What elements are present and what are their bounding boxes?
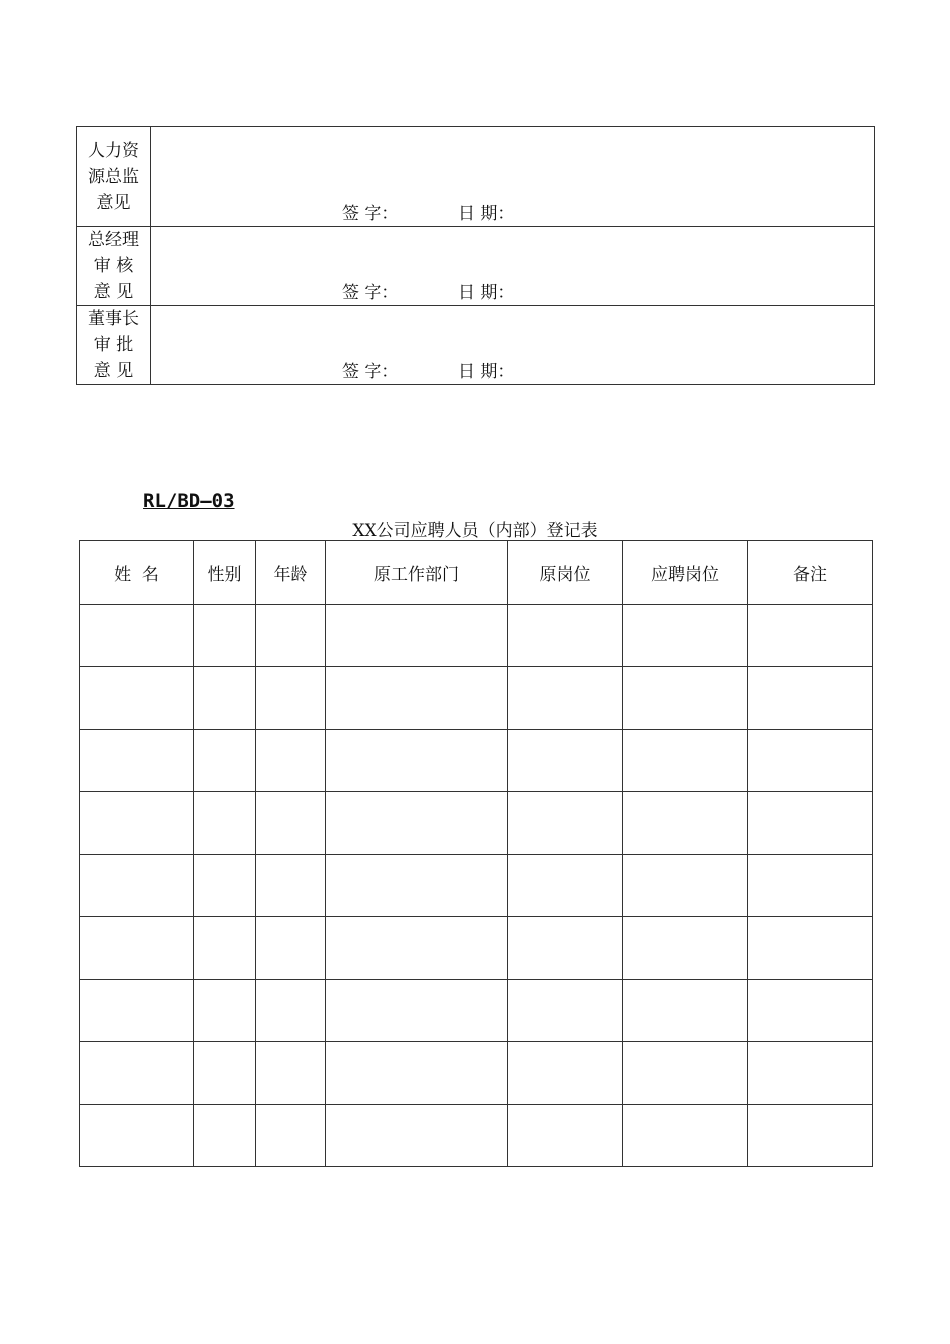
- approval-row-hr-director: [77, 127, 875, 227]
- table-cell[interactable]: [748, 917, 873, 979]
- approval-label-line: 总经理: [88, 230, 139, 250]
- date-label: 日 期：: [458, 362, 515, 382]
- table-cell[interactable]: [508, 979, 623, 1041]
- approval-row-general-manager: [77, 227, 875, 306]
- approval-opinion-field[interactable]: [151, 306, 875, 385]
- date-label: 日 期：: [458, 283, 515, 303]
- form-title: XX公司应聘人员（内部）登记表: [352, 521, 598, 541]
- table-cell[interactable]: [256, 979, 326, 1041]
- table-cell[interactable]: [80, 792, 194, 854]
- form-code: RL/BD—03: [143, 490, 235, 512]
- approval-label-line: 审 核: [93, 256, 134, 276]
- table-row: [80, 854, 873, 916]
- table-cell[interactable]: [256, 1104, 326, 1167]
- table-cell[interactable]: [326, 667, 508, 729]
- approval-label-line: 源总监: [88, 166, 139, 187]
- approval-label: [77, 306, 151, 385]
- table-cell[interactable]: [748, 854, 873, 916]
- approval-label-line: 董事长: [88, 309, 139, 329]
- table-cell[interactable]: [623, 1104, 748, 1167]
- header-row: [80, 541, 873, 605]
- table-row: [80, 729, 873, 791]
- table-cell[interactable]: [194, 605, 256, 667]
- table-cell[interactable]: [80, 979, 194, 1041]
- table-cell[interactable]: [508, 667, 623, 729]
- approval-label-line: 意 见: [93, 361, 134, 381]
- table-cell[interactable]: [194, 1104, 256, 1167]
- table-cell[interactable]: [326, 605, 508, 667]
- table-cell[interactable]: [256, 605, 326, 667]
- table-cell[interactable]: [194, 729, 256, 791]
- table-cell[interactable]: [748, 1042, 873, 1104]
- approval-table: [76, 126, 875, 385]
- registration-table-body: [80, 605, 873, 1167]
- column-header-remarks: 备注: [748, 541, 873, 605]
- approval-label-line: 意见: [96, 192, 131, 213]
- table-cell[interactable]: [194, 792, 256, 854]
- table-cell[interactable]: [623, 854, 748, 916]
- table-cell[interactable]: [256, 729, 326, 791]
- table-cell[interactable]: [256, 1042, 326, 1104]
- table-cell[interactable]: [326, 917, 508, 979]
- column-header-original-position: 原岗位: [508, 541, 623, 605]
- table-cell[interactable]: [748, 605, 873, 667]
- table-cell[interactable]: [194, 979, 256, 1041]
- column-header-applied-position: 应聘岗位: [623, 541, 748, 605]
- table-cell[interactable]: [508, 729, 623, 791]
- table-row: [80, 667, 873, 729]
- sign-label: 签 字：: [342, 204, 399, 224]
- table-cell[interactable]: [748, 667, 873, 729]
- table-cell[interactable]: [256, 792, 326, 854]
- approval-opinion-field[interactable]: [151, 227, 875, 306]
- approval-label-line: 审 批: [93, 335, 134, 355]
- approval-label-line: 意 见: [93, 282, 134, 302]
- sign-label: 签 字：: [342, 283, 399, 303]
- table-row: [80, 917, 873, 979]
- table-cell[interactable]: [194, 854, 256, 916]
- date-label: 日 期：: [458, 204, 515, 224]
- table-cell[interactable]: [508, 854, 623, 916]
- approval-label: [77, 227, 151, 306]
- table-cell[interactable]: [194, 917, 256, 979]
- table-row: [80, 792, 873, 854]
- table-cell[interactable]: [80, 1104, 194, 1167]
- table-cell[interactable]: [326, 1104, 508, 1167]
- table-cell[interactable]: [80, 667, 194, 729]
- table-cell[interactable]: [623, 792, 748, 854]
- table-cell[interactable]: [194, 667, 256, 729]
- table-cell[interactable]: [508, 792, 623, 854]
- table-cell[interactable]: [80, 1042, 194, 1104]
- table-cell[interactable]: [748, 792, 873, 854]
- table-cell[interactable]: [623, 1042, 748, 1104]
- column-header-age: 年龄: [256, 541, 326, 605]
- table-cell[interactable]: [623, 667, 748, 729]
- table-cell[interactable]: [326, 1042, 508, 1104]
- table-cell[interactable]: [623, 979, 748, 1041]
- approval-opinion-field[interactable]: [151, 127, 875, 227]
- table-cell[interactable]: [748, 979, 873, 1041]
- table-cell[interactable]: [256, 667, 326, 729]
- table-cell[interactable]: [748, 729, 873, 791]
- table-cell[interactable]: [80, 729, 194, 791]
- table-row: [80, 605, 873, 667]
- table-cell[interactable]: [256, 854, 326, 916]
- table-cell[interactable]: [508, 1104, 623, 1167]
- table-cell[interactable]: [326, 792, 508, 854]
- approval-row-chairman: [77, 306, 875, 385]
- table-row: [80, 979, 873, 1041]
- table-cell[interactable]: [80, 854, 194, 916]
- column-header-name: 姓 名: [80, 541, 194, 605]
- table-cell[interactable]: [508, 1042, 623, 1104]
- table-cell[interactable]: [256, 917, 326, 979]
- table-row: [80, 1042, 873, 1104]
- table-cell[interactable]: [508, 917, 623, 979]
- table-cell[interactable]: [748, 1104, 873, 1167]
- table-cell[interactable]: [80, 605, 194, 667]
- sign-label: 签 字：: [342, 362, 399, 382]
- table-cell[interactable]: [623, 605, 748, 667]
- table-cell[interactable]: [508, 605, 623, 667]
- table-cell[interactable]: [623, 729, 748, 791]
- table-cell[interactable]: [623, 917, 748, 979]
- column-header-gender: 性别: [194, 541, 256, 605]
- column-header-original-department: 原工作部门: [326, 541, 508, 605]
- table-cell[interactable]: [80, 917, 194, 979]
- table-cell[interactable]: [326, 729, 508, 791]
- registration-table: [79, 540, 873, 1167]
- table-row: [80, 1104, 873, 1167]
- approval-label-line: 人力资: [88, 140, 139, 161]
- table-cell[interactable]: [326, 854, 508, 916]
- table-cell[interactable]: [326, 979, 508, 1041]
- table-cell[interactable]: [194, 1042, 256, 1104]
- approval-label: [77, 127, 151, 227]
